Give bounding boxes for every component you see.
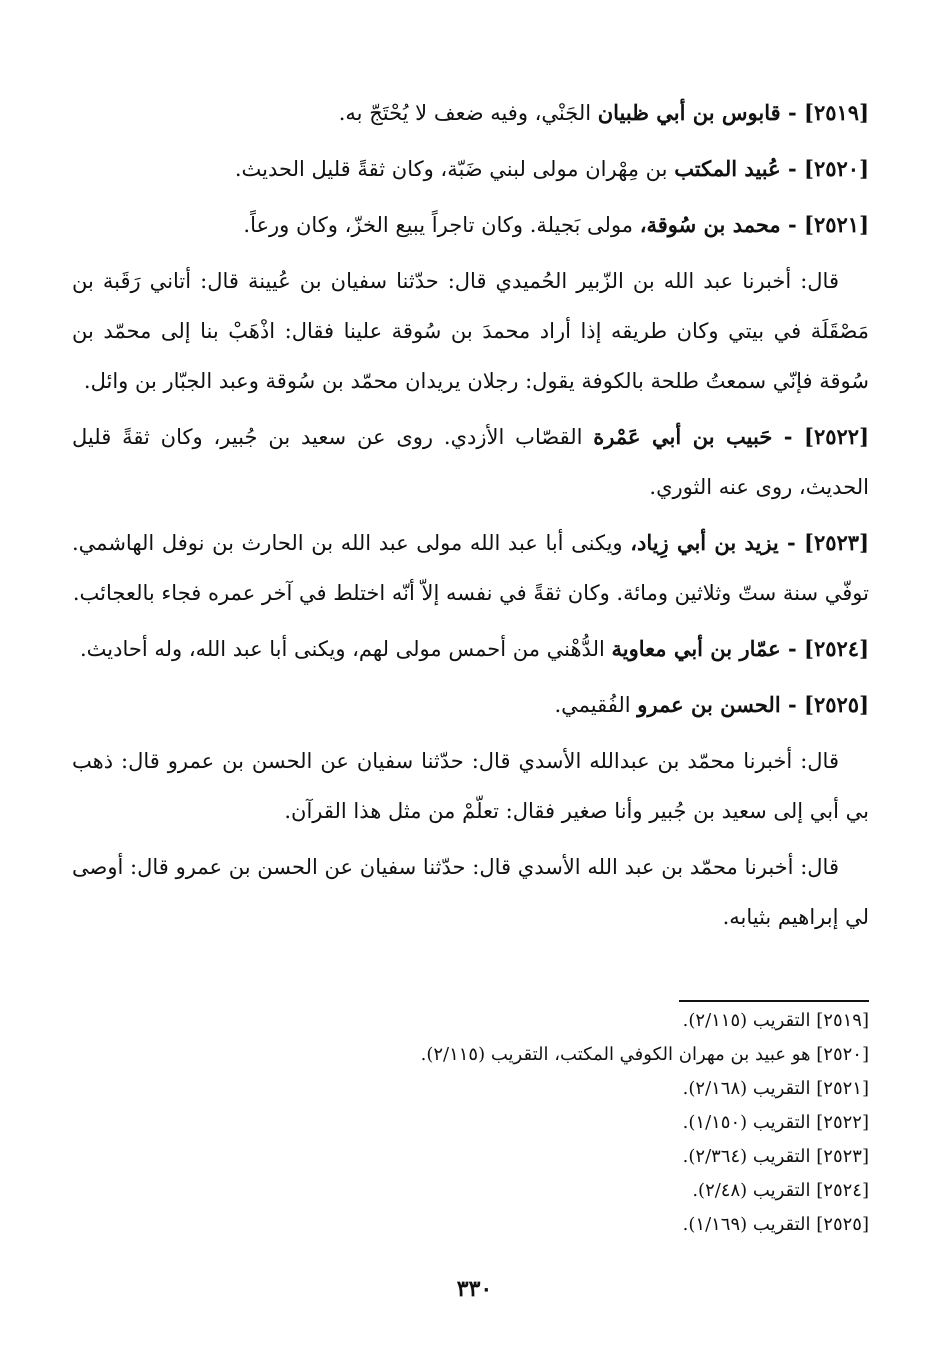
narration-text: قال: أخبرنا محمّد بن عبد الله الأسدي قال: حدّثنا سفيان عن الحسن بن عمرو قال: أوصى لي إبراهيم بثيابه. bbox=[72, 855, 869, 929]
footnote: [٢٥٢٢] التقريب (١/١٥٠). bbox=[682, 1112, 869, 1133]
entry-body: الجَنْي، وفيه ضعف لا يُحْتَجّ به. bbox=[338, 101, 598, 125]
entry-2521 bbox=[72, 200, 869, 250]
entry-2519 bbox=[72, 88, 869, 138]
entry-2524 bbox=[72, 624, 869, 674]
footnote: [٢٥٢٣] التقريب (٢/٣٦٤). bbox=[682, 1146, 869, 1167]
page-number: ٣٣٠ bbox=[456, 1276, 493, 1302]
footnote: [٢٥٢٠] هو عبيد بن مهران الكوفي المكتب، التقريب (٢/١١٥). bbox=[420, 1044, 869, 1065]
entry-heading: [٢٥١٩] - قابوس بن أبي ظبيان bbox=[597, 100, 869, 125]
narration-2521 bbox=[72, 256, 869, 406]
entry-heading: [٢٥٢٥] - الحسن بن عمرو bbox=[637, 692, 869, 717]
narration-text: قال: أخبرنا عبد الله بن الزّبير الحُميدي قال: حدّثنا سفيان بن عُيينة قال: أتاني رَقَبة بن مَصْقَلَة في بيتي وكان طريقه إذا أراد محمدَ بن سُوقة علينا فقال: اذْهَبْ بنا إلى محمّد بن سُوقة فإنّي سمعتُ طلحة بالكوفة يقول: رجلان يريدان محمّد بن سُوقة وعبد الجبّار بن وائل. bbox=[72, 269, 869, 393]
entry-heading: [٢٥٢١] - محمد بن سُوقة، bbox=[639, 212, 869, 237]
main-text bbox=[72, 88, 869, 942]
entry-body: بن مِهْران مولى لبني ضَبّة، وكان ثقةً قليل الحديث. bbox=[234, 157, 675, 181]
entry-body: ويكنى أبا عبد الله مولى عبد الله بن الحارث بن نوفل الهاشمي. توفّي سنة ستّ وثلاثين ومائة. وكان ثقةً في نفسه إلاّ أنّه اختلط في آخر عمره فجاء بالعجائب. bbox=[72, 531, 869, 605]
entry-body: الفُقيمي. bbox=[554, 693, 638, 717]
entry-heading: [٢٥٢٣] - يزيد بن أبي زِياد، bbox=[630, 530, 869, 555]
footnote: [٢٥١٩] التقريب (٢/١١٥). bbox=[682, 1010, 869, 1031]
entry-2525 bbox=[72, 680, 869, 730]
footnotes bbox=[72, 1004, 869, 1242]
narration-text: قال: أخبرنا محمّد بن عبدالله الأسدي قال: حدّثنا سفيان عن الحسن بن عمرو قال: ذهب بي أبي إلى سعيد بن جُبير وأنا صغير فقال: تعلّمْ من مثل هذا القرآن. bbox=[72, 749, 869, 823]
footnote: [٢٥٢١] التقريب (٢/١٦٨). bbox=[682, 1078, 869, 1099]
footnote: [٢٥٢٤] التقريب (٢/٤٨). bbox=[692, 1180, 869, 1201]
entry-2520 bbox=[72, 144, 869, 194]
entry-body: القصّاب الأزدي. روى عن سعيد بن جُبير، وكان ثقةً قليل الحديث، روى عنه الثوري. bbox=[72, 425, 869, 499]
narration-2525-a bbox=[72, 736, 869, 836]
entry-2522 bbox=[72, 412, 869, 512]
entry-body: الدُّهْني من أحمس مولى لهم، ويكنى أبا عبد الله، وله أحاديث. bbox=[79, 637, 612, 661]
footnote-divider bbox=[679, 1000, 869, 1002]
entry-heading: [٢٥٢٤] - عمّار بن أبي معاوية bbox=[611, 636, 869, 661]
entry-heading: [٢٥٢٢] - حَبيب بن أبي عَمْرة bbox=[593, 424, 869, 449]
footnote: [٢٥٢٥] التقريب (١/١٦٩). bbox=[682, 1214, 869, 1235]
entry-heading: [٢٥٢٠] - عُبيد المكتب bbox=[674, 156, 869, 181]
entry-body: مولى بَجيلة. وكان تاجراً يبيع الخزّ، وكان ورعاً. bbox=[243, 213, 640, 237]
narration-2525-b bbox=[72, 842, 869, 942]
entry-2523 bbox=[72, 518, 869, 618]
